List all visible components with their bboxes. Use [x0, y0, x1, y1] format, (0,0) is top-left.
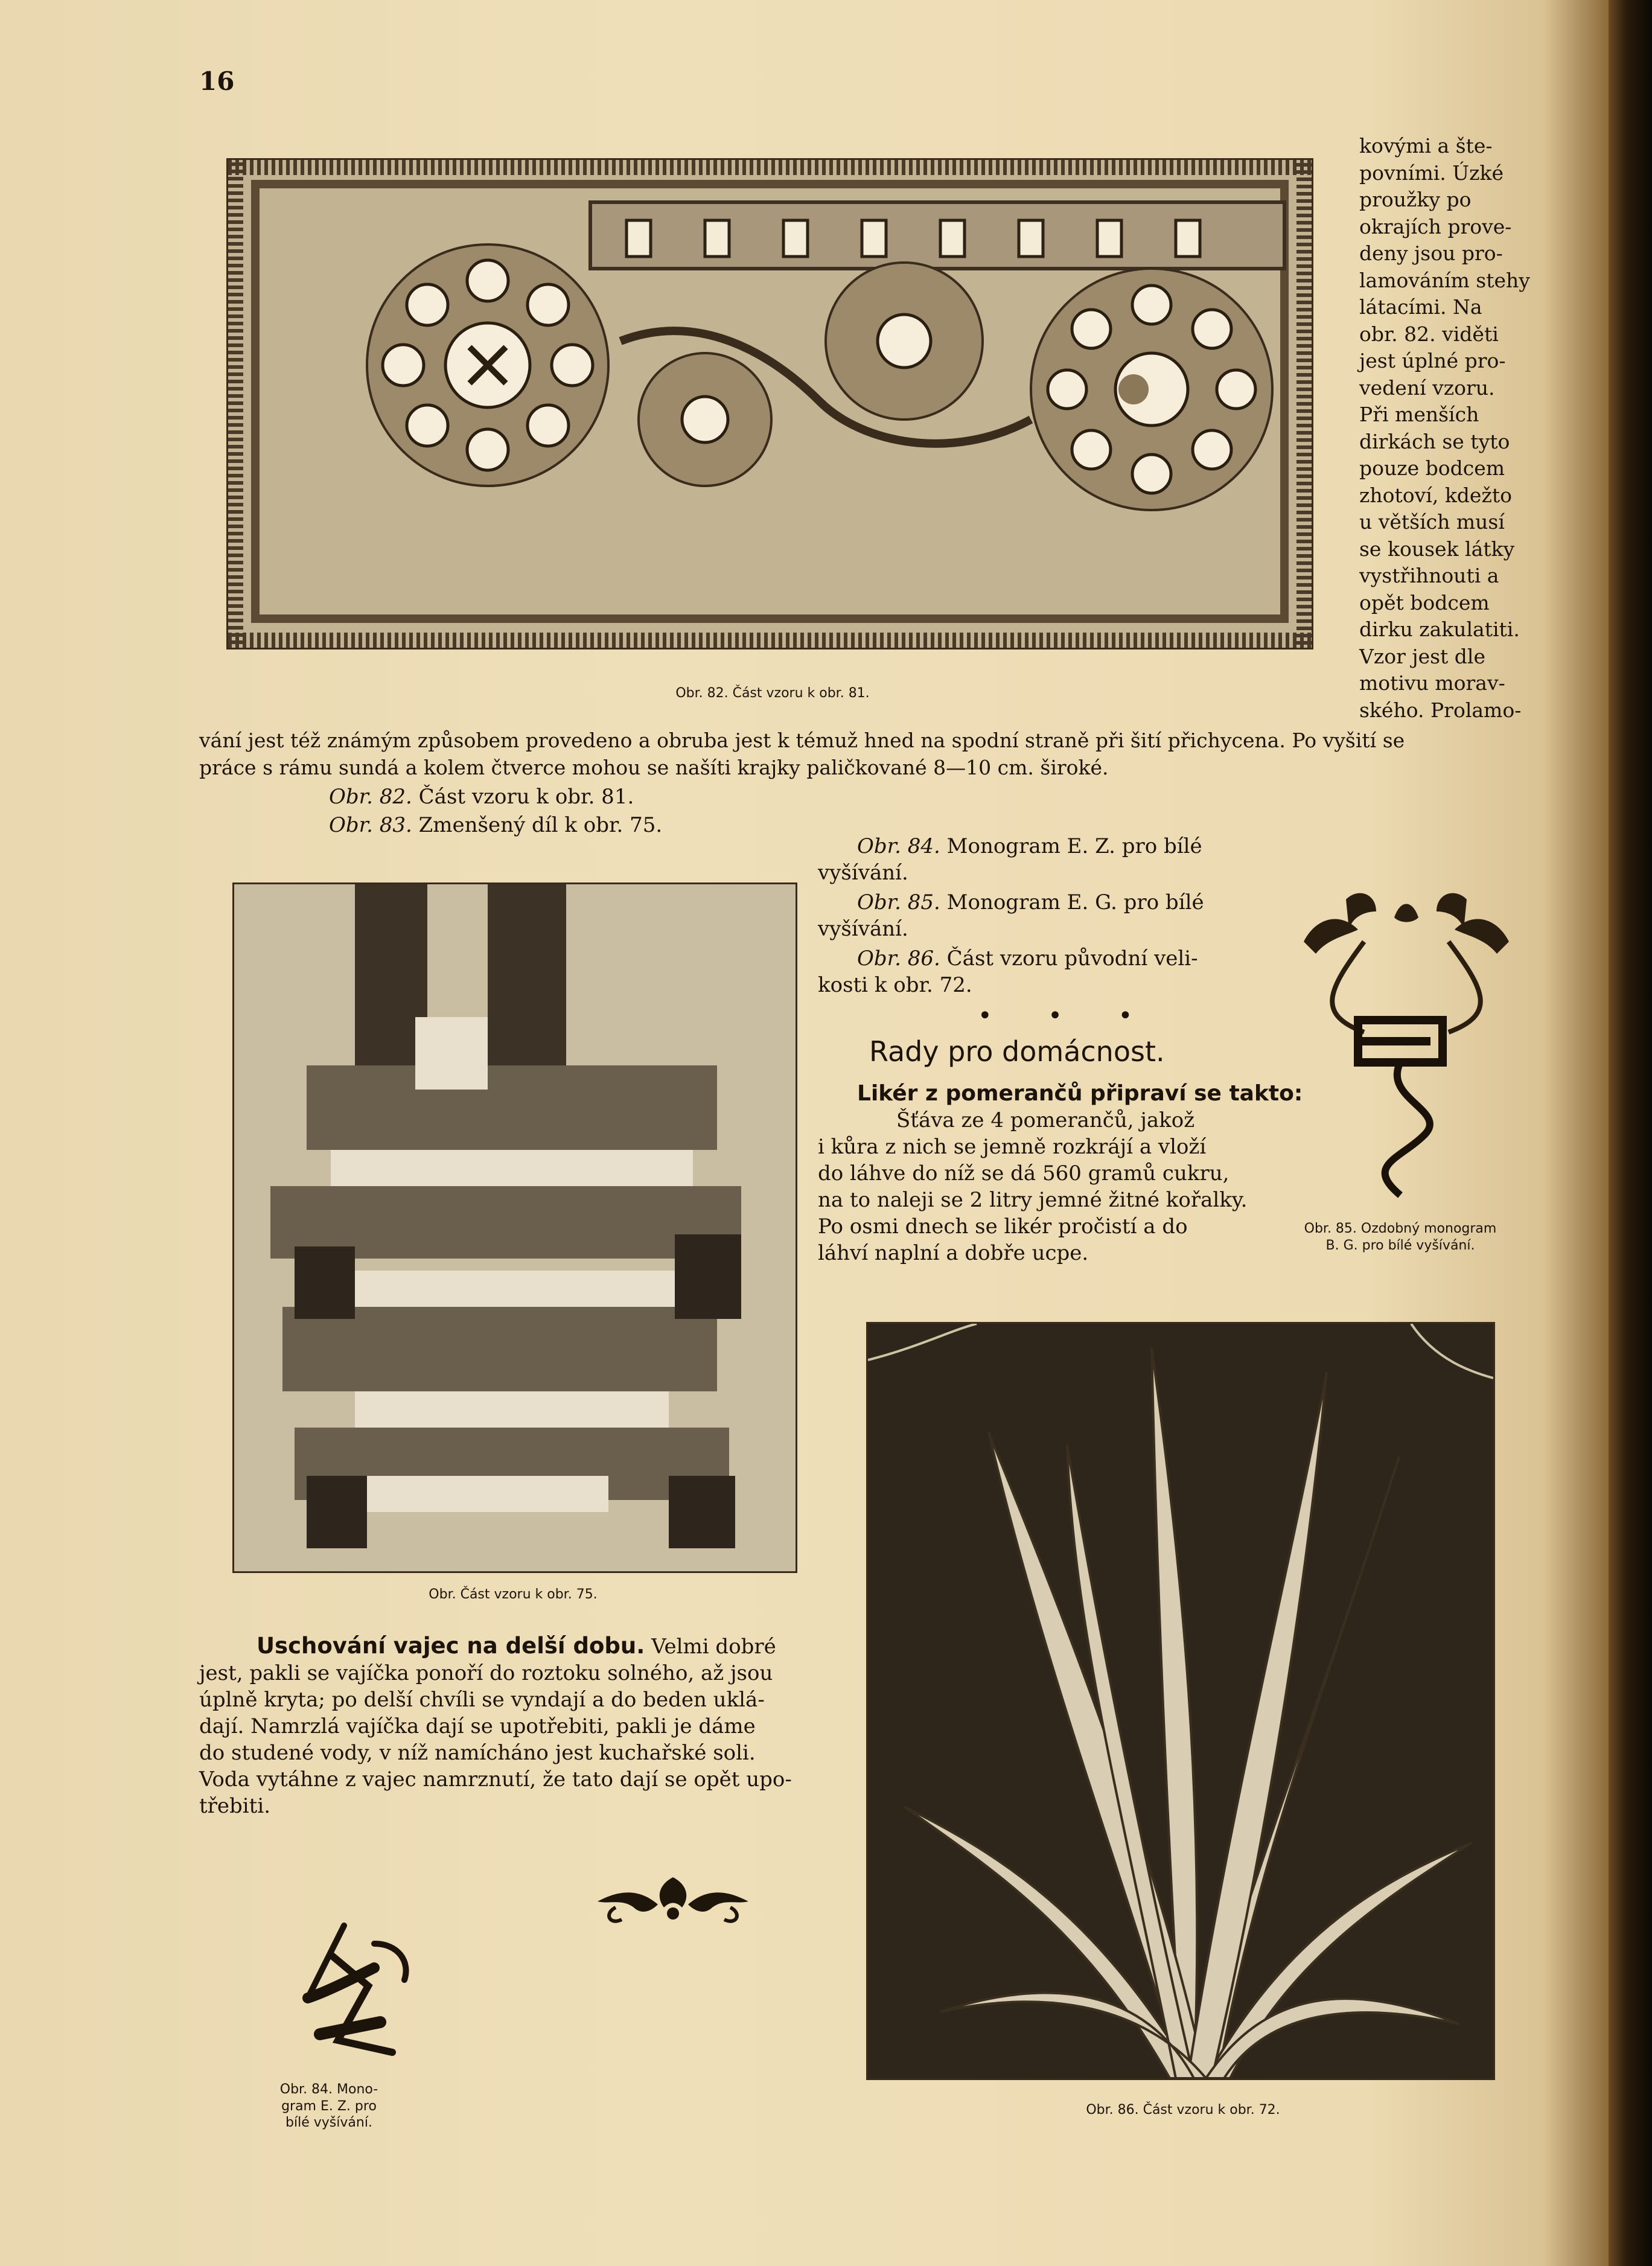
caption-line: Obr. 85. Ozdobný monogram: [1304, 1221, 1497, 1236]
full-width-line-2: práce s rámu sundá a kolem čtverce mohou se našíti krajky paličkované 8—10 cm. široké.: [199, 756, 1109, 779]
figure-number: Obr. 85.: [857, 890, 940, 914]
figure-85-monogram: [1292, 881, 1521, 1207]
figure-82-caption: Obr. 82. Část vzoru k obr. 81.: [675, 686, 870, 701]
text-line: dirkách se tyto: [1359, 429, 1510, 453]
section-title: Rady pro domácnost.: [869, 1035, 1165, 1068]
caption-line: gram E. Z. pro: [281, 2098, 377, 2114]
figure-list-82: [329, 784, 634, 810]
figure-description: Zmenšený díl k obr. 75.: [418, 813, 663, 837]
figure-84-caption: [257, 2081, 401, 2131]
full-width-line-1: vání jest též známým způsobem provedeno a obruba jest k témuž hned na spodní straně při šití přichycena. Po vyšití se: [199, 729, 1405, 752]
figure-description: Monogram E. Z. pro bílé: [946, 834, 1202, 858]
text-line: proužky po: [1359, 188, 1472, 211]
text-line: jest úplné pro-: [1359, 349, 1506, 372]
figure-description-cont: vyšívání.: [818, 861, 908, 885]
section-divider-dots: • • •: [978, 1002, 1157, 1030]
figure-number: Obr. 83.: [329, 813, 412, 837]
text-line: okrajích prove-: [1359, 214, 1512, 238]
figure-number: Obr. 86.: [857, 946, 940, 971]
egg-storage-article: [199, 1633, 821, 1819]
text-line: do láhve do níž se dá 560 gramů cukru,: [818, 1161, 1229, 1186]
page-number: 16: [199, 66, 235, 96]
text-line: dirku zakulatiti.: [1359, 618, 1520, 641]
figure-84-monogram: [284, 1920, 429, 2070]
figure-list-86: [818, 945, 1198, 998]
figure-number: Obr. 82.: [329, 785, 412, 809]
text-line: Šťáva ze 4 pomerančů, jakož: [896, 1108, 1195, 1132]
text-line: vystřihnouti a: [1359, 564, 1499, 587]
figure-description-cont: kosti k obr. 72.: [818, 973, 972, 997]
text-line: třebiti.: [199, 1794, 271, 1818]
text-line: vedení vzoru.: [1359, 375, 1495, 400]
egg-storage-title: Uschování vajec na delší dobu.: [257, 1633, 645, 1659]
text-line: deny jsou pro-: [1359, 241, 1503, 265]
text-line: pouze bodcem: [1359, 456, 1505, 480]
figure-description: Část vzoru k obr. 81.: [418, 785, 634, 809]
text-line: lamováním stehy: [1359, 268, 1530, 292]
figure-86-leaves-photo: [866, 1322, 1495, 2080]
text-line: do studené vody, v níž namícháno jest kuchařské soli.: [199, 1741, 756, 1765]
figure-list-83: [329, 812, 662, 838]
right-column-text: [1359, 133, 1529, 724]
text-line: Při menších: [1359, 403, 1479, 426]
liker-recipe: [818, 1080, 1303, 1266]
caption-line: Obr. 84. Mono-: [279, 2082, 378, 2097]
text-line: se kousek látky: [1359, 537, 1515, 561]
ornament-vignette: [592, 1871, 754, 1932]
text-line: úplně kryta; po delší chvíli se vyndají a do beden uklá-: [199, 1688, 765, 1712]
text-line: opět bodcem: [1359, 590, 1490, 614]
figure-number: Obr. 84.: [857, 834, 940, 858]
figure-83-woven-photo: [232, 882, 797, 1573]
text-line: Voda vytáhne z vajec namrznutí, že tato dají se opět upo-: [199, 1767, 792, 1792]
figure-82-embroidery-photo: [226, 158, 1313, 649]
figure-83-caption: Obr. Část vzoru k obr. 75.: [429, 1587, 598, 1602]
figure-list-84: [818, 833, 1202, 886]
text-line: Vzor jest dle: [1359, 644, 1486, 668]
book-spine-edge: [1609, 0, 1652, 2266]
text-line: jest, pakli se vajíčka ponoří do roztoku solného, až jsou: [199, 1661, 773, 1685]
text-line: i kůra z nich se jemně rozkrájí a vloží: [818, 1135, 1207, 1159]
text-line: zhotoví, kdežto: [1359, 483, 1512, 507]
text-line: motivu morav-: [1359, 671, 1505, 695]
text-line: kovými a šte-: [1359, 134, 1493, 158]
liker-title: Likér z pomerančů připraví se takto:: [857, 1081, 1303, 1106]
text-line: na to naleji se 2 litry jemné žitné kořalky.: [818, 1188, 1248, 1212]
text-line: u větších musí: [1359, 510, 1505, 534]
figure-86-caption: Obr. 86. Část vzoru k obr. 72.: [1086, 2102, 1280, 2118]
text-line: látacími. Na: [1359, 295, 1482, 319]
text-line: láhví naplní a dobře ucpe.: [818, 1241, 1089, 1265]
text-line: ského. Prolamo-: [1359, 698, 1522, 722]
text-line: povními. Úzké: [1359, 161, 1504, 185]
figure-list-85: [818, 889, 1204, 942]
caption-line: bílé vyšívání.: [285, 2115, 372, 2130]
text-line: obr. 82. viděti: [1359, 322, 1499, 346]
figure-description: Část vzoru původní veli-: [946, 946, 1198, 971]
text-line: Velmi dobré: [651, 1635, 776, 1659]
text-line: Po osmi dnech se likér pročistí a do: [818, 1214, 1188, 1239]
text-line: dají. Namrzlá vajíčka dají se upotřebiti, pakli je dáme: [199, 1714, 756, 1738]
caption-line: B. G. pro bílé vyšívání.: [1325, 1237, 1475, 1253]
figure-85-caption: [1274, 1221, 1527, 1254]
figure-description-cont: vyšívání.: [818, 917, 908, 941]
figure-description: Monogram E. G. pro bílé: [946, 890, 1204, 914]
